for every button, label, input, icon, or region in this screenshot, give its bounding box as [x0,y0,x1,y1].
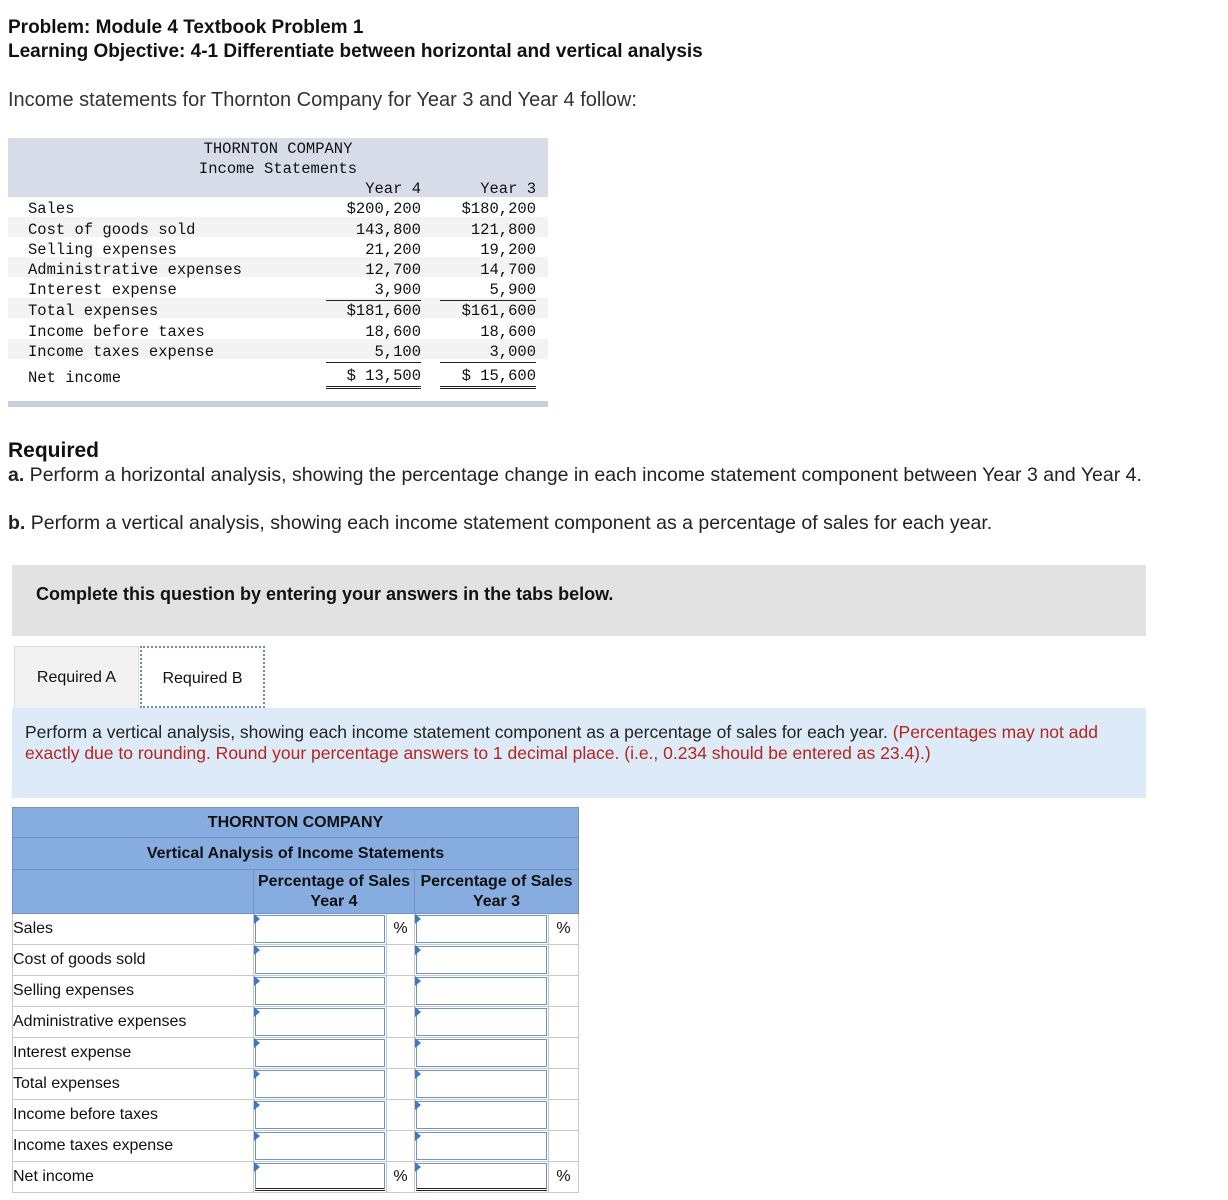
statement-row-y3: 19,200 [480,241,536,259]
row-label: Income taxes expense [13,1131,254,1162]
instructions-text: Perform a vertical analysis, showing each income statement component as a percentage of sales for each year. [25,722,888,742]
year4-percentage-input[interactable] [256,1102,384,1128]
year4-percentage-input[interactable] [256,947,384,973]
row-label: Net income [13,1162,254,1193]
column-header-year3: Percentage of Sales Year 3 [415,870,579,914]
input-marker-icon [415,1162,421,1172]
instructions-banner [12,565,1146,636]
percent-sign: % [387,1162,415,1193]
statement-row-y4: $ 13,500 [326,366,421,389]
table-row [13,1100,579,1131]
percent-sign: % [387,914,415,945]
year3-percentage-input[interactable] [417,1164,546,1188]
statement-row-y4: 5,100 [326,342,421,363]
statement-row-y4: 21,200 [365,241,421,259]
statement-row-y3: $ 15,600 [440,366,536,389]
input-marker-icon [254,1007,260,1017]
tab-label: Required A [36,669,117,686]
required-a-text: Perform a horizontal analysis, showing the percentage change in each income statement component between Year 3 and Year 4. [24,464,1142,486]
required-b-text: Perform a vertical analysis, showing each income statement component as a percentage of sales for each year. [25,512,993,534]
year4-percentage-input[interactable] [256,1040,384,1066]
tab-required-a[interactable] [14,646,139,708]
vertical-analysis-table [12,807,578,1193]
year3-percentage-input[interactable] [417,1040,546,1066]
required-a-prefix: a. [8,464,25,486]
row-label: Total expenses [13,1069,254,1100]
table-row [13,1131,579,1162]
row-label: Sales [13,914,254,945]
analysis-company: THORNTON COMPANY [13,808,579,838]
input-marker-icon [254,1038,260,1048]
table-row [13,976,579,1007]
statement-row-y3: 3,000 [440,342,536,363]
statement-row-y3: 14,700 [480,261,536,279]
statement-row-label: Total expenses [28,302,159,320]
year3-percentage-input[interactable] [417,947,546,973]
problem-title: Problem: Module 4 Textbook Problem 1 [8,17,364,38]
statement-row-y4: 3,900 [326,280,421,301]
statement-row-y4: $200,200 [346,200,421,218]
year3-percentage-input[interactable] [417,916,546,942]
statement-title: Income Statements [198,160,358,178]
input-marker-icon [415,945,421,955]
tab-label: Required B [162,670,243,687]
input-marker-icon [415,976,421,986]
statement-col-year3: Year 3 [480,180,536,198]
statement-row-y4: 18,600 [365,323,421,341]
input-marker-icon [415,1131,421,1141]
input-marker-icon [415,1038,421,1048]
table-row [13,1162,579,1193]
table-row [13,914,579,945]
statement-row-label: Administrative expenses [28,261,242,279]
statement-row-label: Sales [28,200,75,218]
input-marker-icon [254,1069,260,1079]
row-label: Interest expense [13,1038,254,1069]
statement-row-y3: $180,200 [461,200,536,218]
input-marker-icon [254,1162,260,1172]
year4-percentage-input[interactable] [256,916,384,942]
year3-percentage-input[interactable] [417,1009,546,1035]
table-row [13,1069,579,1100]
percent-sign: % [549,914,579,945]
row-label: Selling expenses [13,976,254,1007]
required-a [8,463,1213,487]
table-row [13,1007,579,1038]
income-statement [8,138,548,408]
intro-text: Income statements for Thornton Company for Year 3 and Year 4 follow: [8,89,637,111]
percent-sign: % [549,1162,579,1193]
statement-row-y4: $181,600 [346,302,421,320]
statement-company: THORNTON COMPANY [203,140,353,158]
year4-percentage-input[interactable] [256,978,384,1004]
input-marker-icon [415,1069,421,1079]
year4-percentage-input[interactable] [256,1164,384,1188]
statement-row-y4: 143,800 [355,221,421,239]
year3-percentage-input[interactable] [417,1071,546,1097]
statement-row-y3: $161,600 [461,302,536,320]
statement-row-label: Net income [28,369,122,387]
input-marker-icon [415,914,421,924]
statement-row-label: Income before taxes [28,323,205,341]
statement-row-y3: 18,600 [480,323,536,341]
input-marker-icon [254,976,260,986]
rounding-note: (Percentages may not add exactly due to rounding. Round your percentage answers to 1 decimal place. (i.e., 0.234 should be entered as 23.4).) [25,722,1098,763]
statement-row-label: Cost of goods sold [28,221,196,239]
input-marker-icon [254,945,260,955]
tab-required-b[interactable] [140,646,265,708]
statement-row-y3: 5,900 [440,280,536,301]
statement-row-y4: 12,700 [365,261,421,279]
column-header-year4: Percentage of Sales Year 4 [254,870,415,914]
statement-col-year4: Year 4 [365,180,421,198]
statement-row-label: Interest expense [28,281,177,299]
year4-percentage-input[interactable] [256,1133,384,1159]
statement-row-y3: 121,800 [470,221,536,239]
analysis-title: Vertical Analysis of Income Statements [13,838,579,870]
year3-percentage-input[interactable] [417,978,546,1004]
input-marker-icon [254,914,260,924]
row-label: Administrative expenses [13,1007,254,1038]
table-row [13,1038,579,1069]
row-label: Cost of goods sold [13,945,254,976]
year3-percentage-input[interactable] [417,1133,546,1159]
required-heading: Required [8,439,100,462]
input-marker-icon [415,1007,421,1017]
input-marker-icon [254,1100,260,1110]
learning-objective: Learning Objective: 4-1 Differentiate between horizontal and vertical analysis [8,41,703,62]
year3-percentage-input[interactable] [417,1102,546,1128]
required-b [8,511,1213,535]
row-label: Income before taxes [13,1100,254,1131]
tab-instructions [12,708,1146,798]
input-marker-icon [415,1100,421,1110]
input-marker-icon [254,1131,260,1141]
table-row [13,945,579,976]
year4-percentage-input[interactable] [256,1071,384,1097]
statement-row-label: Income taxes expense [28,343,215,361]
banner-text: Complete this question by entering your answers in the tabs below. [36,584,614,604]
required-b-prefix: b. [8,512,26,534]
year4-percentage-input[interactable] [256,1009,384,1035]
statement-row-label: Selling expenses [28,241,177,259]
